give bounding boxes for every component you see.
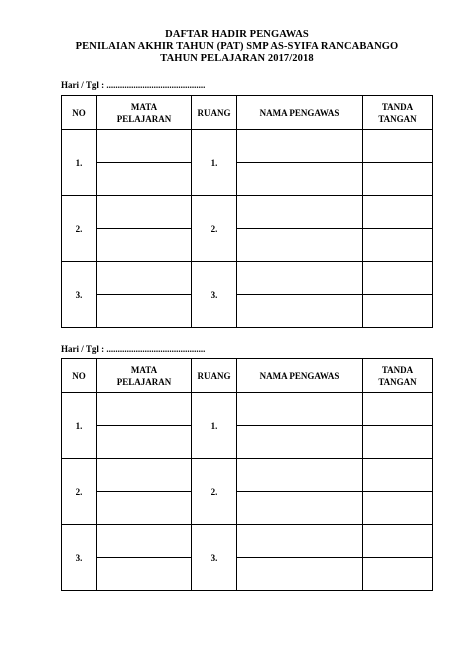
table-header-row: [62, 96, 433, 130]
header-tanda-line1: TANDA: [381, 364, 414, 375]
header-mata-pelajaran: [97, 359, 192, 393]
mata-pelajaran-cell[interactable]: [97, 295, 192, 328]
tanda-tangan-cell[interactable]: [363, 525, 433, 558]
table-row: [62, 426, 433, 459]
table-row: [62, 163, 433, 196]
tanda-tangan-cell[interactable]: [363, 130, 433, 163]
table-row: [62, 196, 433, 229]
table-row: [62, 130, 433, 163]
header-no: NO: [62, 96, 97, 130]
header-tanda-tangan: [363, 359, 433, 393]
ruang-cell: 3.: [192, 525, 237, 591]
mata-pelajaran-cell[interactable]: [97, 196, 192, 229]
header-tanda-line2: TANGAN: [378, 376, 417, 387]
tanda-tangan-cell[interactable]: [363, 492, 433, 525]
tanda-tangan-cell[interactable]: [363, 196, 433, 229]
tanda-tangan-cell[interactable]: [363, 459, 433, 492]
attendance-table: [61, 95, 433, 328]
nama-pengawas-cell[interactable]: [237, 426, 363, 459]
nama-pengawas-cell[interactable]: [237, 130, 363, 163]
header-nama-pengawas: NAMA PENGAWAS: [237, 359, 363, 393]
table-row: [62, 492, 433, 525]
table-row: [62, 262, 433, 295]
tanda-tangan-cell[interactable]: [363, 558, 433, 591]
nama-pengawas-cell[interactable]: [237, 459, 363, 492]
tanda-tangan-cell[interactable]: [363, 393, 433, 426]
nama-pengawas-cell[interactable]: [237, 163, 363, 196]
nama-pengawas-cell[interactable]: [237, 492, 363, 525]
nama-pengawas-cell[interactable]: [237, 295, 363, 328]
header-tanda-line1: TANDA: [381, 101, 414, 112]
document-subtitle: PENILAIAN AKHIR TAHUN (PAT) SMP AS-SYIFA RANCABANGO: [75, 41, 399, 52]
nama-pengawas-cell[interactable]: [237, 262, 363, 295]
header-mata-line2: PELAJARAN: [116, 113, 172, 124]
tanda-tangan-cell[interactable]: [363, 295, 433, 328]
header-mata-line2: PELAJARAN: [116, 376, 172, 387]
header-ruang: RUANG: [192, 96, 237, 130]
tanda-tangan-cell[interactable]: [363, 229, 433, 262]
row-number: 3.: [62, 525, 97, 591]
tanda-tangan-cell[interactable]: [363, 426, 433, 459]
ruang-cell: 1.: [192, 130, 237, 196]
mata-pelajaran-cell[interactable]: [97, 525, 192, 558]
hari-tanggal-label: Hari / Tgl : ............................................: [61, 80, 206, 90]
header-mata-line1: MATA: [130, 364, 158, 375]
table-row: [62, 393, 433, 426]
ruang-cell: 1.: [192, 393, 237, 459]
mata-pelajaran-cell[interactable]: [97, 130, 192, 163]
document-title: DAFTAR HADIR PENGAWAS: [165, 29, 309, 40]
nama-pengawas-cell[interactable]: [237, 196, 363, 229]
tanda-tangan-cell[interactable]: [363, 262, 433, 295]
row-number: 2.: [62, 196, 97, 262]
ruang-cell: 2.: [192, 196, 237, 262]
nama-pengawas-cell[interactable]: [237, 525, 363, 558]
row-number: 1.: [62, 130, 97, 196]
table-header-row: [62, 359, 433, 393]
attendance-table: [61, 358, 433, 591]
nama-pengawas-cell[interactable]: [237, 229, 363, 262]
mata-pelajaran-cell[interactable]: [97, 229, 192, 262]
nama-pengawas-cell[interactable]: [237, 393, 363, 426]
mata-pelajaran-cell[interactable]: [97, 459, 192, 492]
header-ruang: RUANG: [192, 359, 237, 393]
header-mata-line1: MATA: [130, 101, 158, 112]
table-row: [62, 459, 433, 492]
table-row: [62, 525, 433, 558]
header-no: NO: [62, 359, 97, 393]
header-tanda-tangan: [363, 96, 433, 130]
header-nama-pengawas: NAMA PENGAWAS: [237, 96, 363, 130]
row-number: 1.: [62, 393, 97, 459]
mata-pelajaran-cell[interactable]: [97, 492, 192, 525]
ruang-cell: 3.: [192, 262, 237, 328]
header-mata-pelajaran: [97, 96, 192, 130]
academic-year: TAHUN PELAJARAN 2017/2018: [160, 53, 314, 64]
mata-pelajaran-cell[interactable]: [97, 558, 192, 591]
row-number: 3.: [62, 262, 97, 328]
mata-pelajaran-cell[interactable]: [97, 163, 192, 196]
row-number: 2.: [62, 459, 97, 525]
mata-pelajaran-cell[interactable]: [97, 426, 192, 459]
mata-pelajaran-cell[interactable]: [97, 262, 192, 295]
ruang-cell: 2.: [192, 459, 237, 525]
nama-pengawas-cell[interactable]: [237, 558, 363, 591]
mata-pelajaran-cell[interactable]: [97, 393, 192, 426]
table-row: [62, 295, 433, 328]
hari-tanggal-label: Hari / Tgl : ............................................: [61, 344, 206, 354]
tanda-tangan-cell[interactable]: [363, 163, 433, 196]
header-tanda-line2: TANGAN: [378, 113, 417, 124]
table-row: [62, 558, 433, 591]
table-row: [62, 229, 433, 262]
